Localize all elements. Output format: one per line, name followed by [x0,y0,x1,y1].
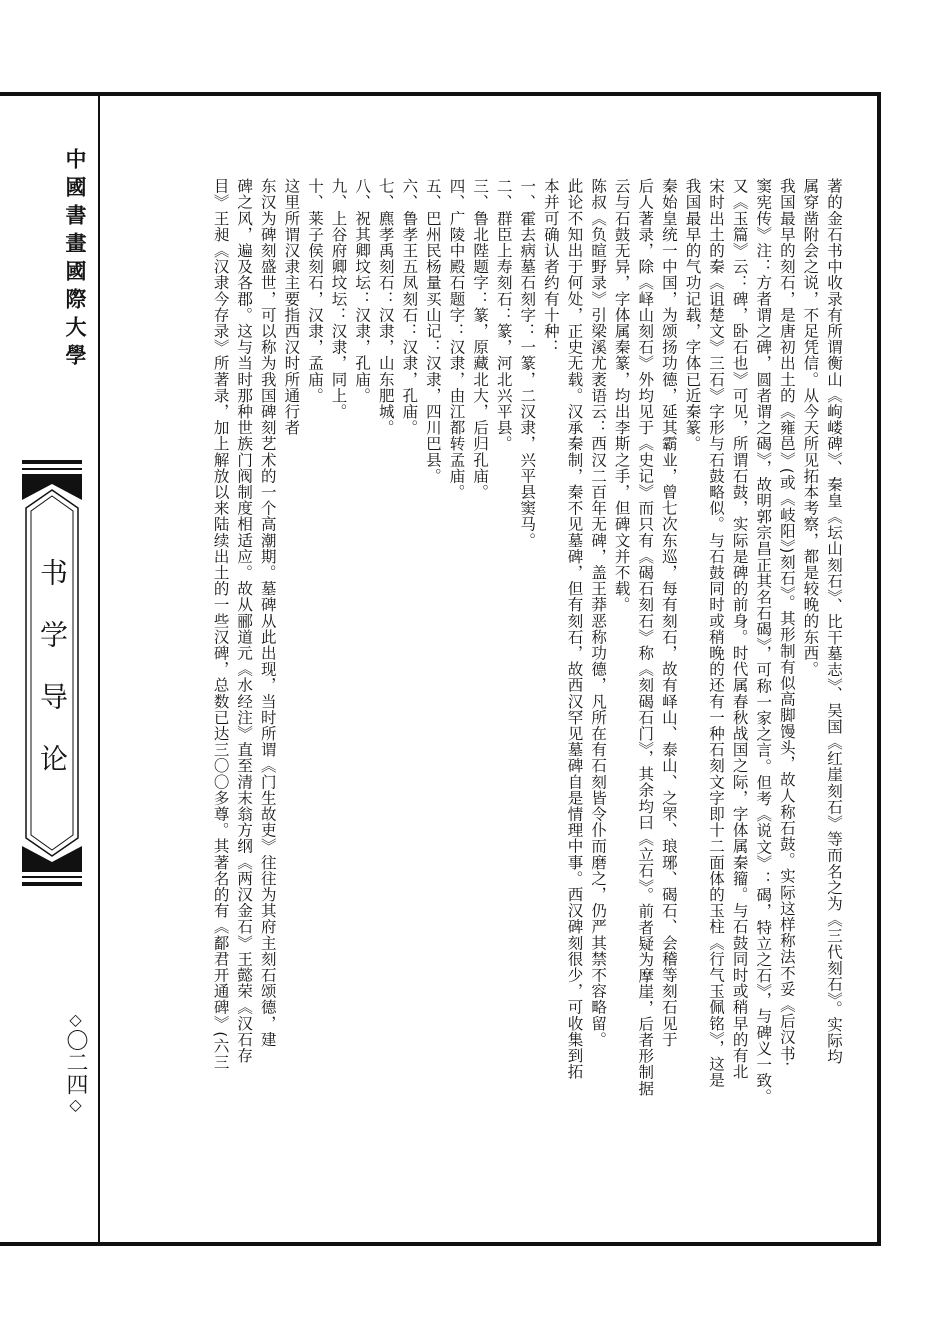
page-number-block [58,1010,92,1114]
list-item: 四、广陵中殿石题字：汉隶，由江都转孟庙。 [447,178,466,500]
diamond-icon: ◇ [66,1095,85,1114]
book-title: 书学导论 [36,558,69,806]
text-column: 秦始皇统一中国，为颂扬功德，延其霸业，曾七次东巡，每有刻石，故有峄山、泰山、之罘、琅琊、碣石、会稽等刻石见于 [659,178,678,1048]
text-column: 宋时出土的秦《诅楚文》三石》字形与石鼓略似。与石鼓同时或稍晚的还有一种石刻文字即十二面体的玉柱《行气玉佩铭》，这是 [707,178,726,1088]
list-item: 五、巴州民杨量买山记：汉隶，四川巴县。 [423,178,442,484]
text-column: 我国最早的气功记载，字体已近秦篆。 [683,178,702,452]
text-column: 此论不知出于何处，正史无载。汉承秦制，秦不见墓碑，但有刻石，故西汉罕见墓碑自是情理中事。西汉碑刻很少，可收集到拓 [565,178,584,1080]
main-text [140,178,845,1218]
list-item: 八、祝其卿坟坛：汉隶，孔庙。 [353,178,372,404]
list-item: 七、麃孝禹刻石：汉隶，山东肥城。 [376,178,395,436]
list-item: 六、鲁孝王五凤刻石：汉隶，孔庙。 [400,178,419,436]
text-column: 东汉为碑刻盛世，可以称为我国碑刻艺术的一个高潮期。墓碑从此出现，当时所谓《门生故吏》往往为其府主刻石颂德，建 [258,178,277,1048]
text-column: 本并可确认者约有十种： [541,178,560,356]
text-column: 又《玉篇》云：碑，卧石也》可见，所谓石鼓，实际是碑的前身。时代属春秋战国之际，字体属秦籀。与石鼓同时或稍早的有北 [730,178,749,1080]
diamond-icon: ◇ [66,1010,85,1029]
page-number: 〇二四 [63,1029,88,1095]
list-item: 一、霍去病墓石刻字：一篆，二汉隶，兴平县窦马。 [518,178,537,549]
text-column: 后人著录，除《峄山刻石》外均见于《史记》而只有《碣石刻石》称《刻碣石门》，其余均曰《立石》。前者疑为摩崖，后者形制据 [636,178,655,1097]
text-column: 著的金石书中收录有所谓衡山《岣嵝碑》、秦皇《坛山刻石》、比干墓志》、吴国《红崖刻石》等而名之为《三代刻石》。实际均 [825,178,843,1065]
sidebar-divider [98,96,100,1246]
text-column: 碑之风，遍及各郡。这与当时那种世族门阀制度相适应。故从郦道元《水经注》直至清末翁方纲《两汉金石》王懿荣《汉石存 [235,178,254,1064]
list-item: 二、群臣上寿刻石：篆，河北兴平县。 [494,178,513,452]
list-item: 十、莱子侯刻石，汉隶，孟庙。 [305,178,324,404]
list-item: 三、鲁北陛题字：篆，原藏北大，后归孔庙。 [471,178,490,500]
text-column: 目》王昶《汉隶今存录》所著录，加上解放以来陆续出土的一些汉碑，总数已达三〇〇多尊。其著名的有《鄐君开通碑》(六三 [211,178,230,1071]
text-column: 陈叔《负暄野录》引梁溪尤袤语云：西汉二百年无碑，盖王莽恶称功德，凡所在有石刻皆令仆而磨之，仍严其禁不容略留。 [589,178,608,1048]
text-column: 我国最早的刻石，是唐初出土的《雍邑》(或《岐阳》)刻石》。其形制有似高脚馒头，故人称石鼓。实际这样称法不妥《后汉书· [777,178,796,1067]
text-column: 窦宪传》注：方者谓之碑，圆者谓之碣》，故明郭宗昌正其名石碣》，可称一家之言。但考《说文》：碣，特立之石》，与碑义一致。 [754,178,773,1105]
list-item: 九、上谷府卿坟坛：汉隶，同上。 [329,178,348,420]
text-column: 属穿凿附会之说，不足凭信。从今天所见拓本考察，都是较晚的东西。 [801,178,820,678]
text-column: 这里所谓汉隶主要指西汉时所通行者 [282,178,301,436]
university-name: 中國書畫國際大學 [63,148,88,372]
text-column: 云与石鼓无异，字体属秦篆，均出李斯之手，但碑文并不载。 [612,178,631,613]
